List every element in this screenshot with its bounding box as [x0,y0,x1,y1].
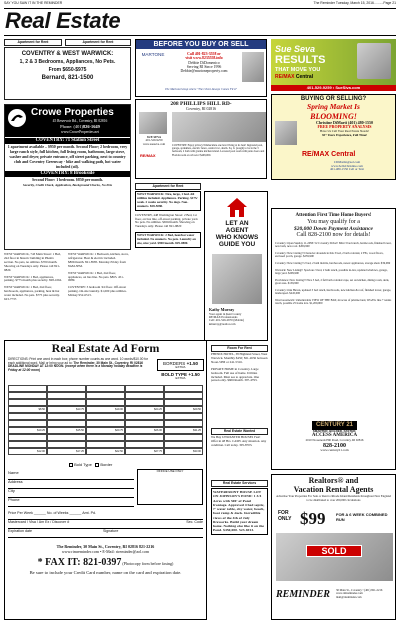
agent-photo [212,254,262,304]
apartment-header-right: Apartment for Rent [65,39,131,46]
word-box[interactable] [47,448,86,455]
kathy-phone: Cell: 401-526-2670 (Mobile) [209,318,244,323]
classified-ad: WEST WARWICK, 743 Main Street: 1 Bed, 2nd floor in historic building in Phenix section. No pets, no utilities. $700 month. Showing on Tuesdays only. Please call 821-9820. [4,252,61,272]
cards-label: Mastercard / Visa / Am Ex / Discover # [8,520,70,524]
results-line: RESULTS [275,54,326,66]
word-box[interactable] [125,392,164,399]
classified-ad: WEST WARWICK: 1 Bedroom, kitchen, stove, refrigerator. Heat & electric included. $800/month. 821-8585. Monday-Friday from 8AM-5PM. [68,252,129,268]
word-box[interactable] [125,420,164,427]
lookout-let-an: LET AN [225,220,249,227]
agent-name: Debbie DiDomenico [188,60,220,65]
buying-offer1: FREE PROPERTY ANALYSIS [317,124,372,130]
word-box[interactable] [125,385,164,392]
remax-brand: RE/MAX Central [275,74,314,80]
border-checkbox[interactable] [95,463,99,467]
fax-sub: (Photocopy form before faxing) [122,561,174,567]
martone-logo: MARTONE [141,52,165,57]
card-row[interactable] [8,520,203,529]
buying-offer3: 30+ Years Experience, Full Time! [321,132,368,137]
price-marker: $24.25 [154,408,162,412]
agent-photo [357,43,391,79]
price-marker: $26.00 [154,429,162,433]
city-field[interactable] [8,489,134,498]
price-marker: $12.00 [37,450,45,454]
footer-web: www.rimreminder.com • E-Mail: rireminder@aol.com [61,548,150,554]
price-marker: $15.50 [76,429,84,433]
word-box[interactable] [164,385,203,392]
classified-ad: WEST WARWICK: 1 Bed, 2nd floor, appliances, on bus line. No pets. $865. 451-0089. [68,270,124,283]
agent-photo [139,112,167,134]
christine-web: www.SellsChristine.com [331,163,363,168]
phillips-desc: COVENTRY: Enjoy privacy! Immaculate one level living at its best! Inground pool, garage, sprinklers, electric fence, central vac, alarm. Sq. ft. (rough) to be in the 3 bedroom, 2 bath with granite kitchen island. Lowered pool room with patio doors and Florida room on 4.6 acre! $409,000. [172,144,265,157]
remax-mini-logo: RE/MAX [140,153,156,158]
word-box[interactable] [86,392,125,399]
listing-item: West Greenwich: Unbelievable VIEW OF THE BAY, 44 acres of pristine land, WG/EG line + tennis ranch, possible 25 home lots. $1,200,000 [275,297,392,306]
agent-web: www.sueseva.com [142,141,166,146]
century-line1: You may qualify for a [307,218,360,225]
kathy-email: kmurray@realtor.com [209,321,236,326]
agent-since: Serving RI Since 1996 [186,65,222,70]
buying-sub2: BLOOMING! [310,111,357,121]
classified-ad: PHENIX HOTEL, 38 Highland Street, West Warwick. Monthly $450; 821-2636 between Noon-5PM or 241-5316. [211,352,268,364]
fax-line [8,557,203,569]
reminder-address: 30 Main St., Coventry • (401) 821-2216 [336,588,383,592]
lookout-who: WHO KNOWS [215,234,259,242]
century-address: 2010 Nooseneck Hill Road, Coventry, RI 02816 [305,438,364,443]
word-box[interactable] [125,427,164,434]
real-estate-wanted-ad: We Buy UNWANTED HOUSES Fast! Offer in 48 Hrs. CASH. Any situation. Any condition. Call today. 305-8703. [211,435,267,447]
directions-text: DIRECTIONS: Print one word in each box; phone number counts as one word. 10 words/$10.00 for each additional word. Mail or bring your ad to: [8,357,148,365]
classifieds-col3 [135,191,201,248]
real-estate-ad-form [4,340,207,620]
phillips-hill-ad [135,99,267,179]
bold-type-option [157,371,204,381]
century-company: SMARTER. BOLDER. FASTER. [312,428,357,433]
crowe-phone: 826-1649 [82,124,100,129]
word-box[interactable] [164,413,203,420]
borders-sub: EXTRA [175,364,186,369]
before-you-buy-ad [135,39,267,97]
kathy-details [209,308,267,326]
century-listings [272,242,395,306]
word-box[interactable] [164,406,203,413]
word-box[interactable] [47,441,86,448]
reminder-footer [276,585,393,617]
word-grid [8,385,203,455]
word-box[interactable] [86,420,125,427]
price-marker: $20.75 [115,429,123,433]
price-marker: $19.00 [115,408,123,412]
lookout-copy [205,220,269,249]
word-box[interactable] [125,413,164,420]
word-box[interactable] [86,434,125,441]
christine-email: CDMartin@aol.com [333,160,361,164]
realtors-title1: Realtors® and [308,476,359,485]
bold-type-checkbox[interactable] [69,463,73,467]
listing-item: Coventry: New Listing!! 2 bed, 2 bath mobile, hardwoods, newer appliances, storage shed. $39,999 [275,260,391,265]
format-options [69,463,112,468]
word-box[interactable] [86,399,125,406]
kathy-sub: Your agent in Kent County [209,311,242,316]
kathy-company: RE/MAX Professionals [209,315,238,320]
century-web: www.century21.com [320,448,349,453]
word-box[interactable] [8,434,47,441]
before-buy-call: Call 401-823-3558 or [187,52,221,56]
phillips-sub: Coventry, RI 02816 [185,107,217,112]
ad-form-title: Real Estate Ad Form [51,341,160,355]
remax-central-logo: RE/MAX Central [302,151,356,158]
fax-title: * FAX IT: 821-0397 [37,557,122,569]
lookout-agent: AGENT [225,227,249,235]
before-buy-title: BEFORE YOU BUY OR SELL [136,40,266,49]
christine-phone: 401-480-1550 Cell or Text [330,167,364,172]
reminder-web: www.rimreminder.com [336,591,363,596]
word-box[interactable] [47,427,86,434]
coventry-west-warwick-ad [4,47,131,100]
classified-ad: COVENTRY: 3 bedroom 3rd floor. Off-street parking. On-site laundry. $1,000 plus utilities. Mickey 952-6513. [68,285,127,298]
realtors-vacation-ad [271,474,396,620]
word-box[interactable] [164,420,203,427]
classified-ad: PRIVATE HOME in Coventry. Large bedroom. Full use of home. Utilities included. Must see to appreciate. One person only. $600/month. 397-4793. [211,366,260,383]
buying-contact [302,161,392,172]
sold-sign: SOLD [306,545,362,557]
listing-item: Coventry: New Listing!! Character abounds in this 3 bed, 2 bath colonial, 2 FPs, wood floors, enclosed porch, garage. $259,900 [275,250,384,259]
word-box[interactable] [8,385,47,392]
sue-seva-phone: 401-529-9259 • SueSiva.com [271,85,396,91]
word-box[interactable] [8,420,47,427]
crowe-heading-2: COVENTRY: 8 Brookside [5,171,130,178]
word-box[interactable] [86,413,125,420]
reminder-contact [336,589,393,599]
word-box[interactable] [86,441,125,448]
phillips-agent [138,136,170,146]
buying-sub1: Spring Market Is [307,101,360,111]
word-box[interactable] [8,413,47,420]
price-marker: $17.25 [76,450,84,454]
agent-photo [275,121,297,145]
title-rule [4,35,396,36]
crowe-address: 45 Reservoir Rd., Coventry, RI 02816 [52,119,108,123]
for-only-label: FOR ONLY [278,510,292,522]
price-marker: $13.75 [76,408,84,412]
sec-code-label: Sec. Code [186,520,203,524]
century21-ad [271,208,396,470]
ad-title: COVENTRY & WEST WARWICK: [21,51,114,57]
word-box[interactable] [8,427,47,434]
reminder-logo: REMINDER [276,589,330,600]
phone-field[interactable] [8,498,134,507]
price-weeks-row[interactable]: Price Per Week ______ No. of Weeks ______ Amt. Pd. [8,511,203,520]
word-box[interactable] [47,399,86,406]
realtors-run: FOR A 6 WEEK COMBINED RUN [336,512,388,522]
section-title: Real Estate [5,8,121,33]
word-box[interactable] [8,406,47,413]
crowe-logo-icon [8,109,26,127]
sig-label: Signature [102,529,119,533]
word-box[interactable] [47,406,86,413]
ad-form-directions [8,358,150,373]
buying-title: BUYING OR SELLING? [300,96,367,102]
office-use-label: OFFICE USE ONLY [156,469,184,473]
payment-fields [8,511,203,538]
weeks-label: No. of Weeks [46,511,69,515]
exp-label: Expiration date [8,529,32,533]
word-box[interactable] [8,448,47,455]
ad-line: From $650-$975 [48,66,87,73]
real-estate-wanted-header: Real Estate Wanted [211,428,268,435]
sue-seva-name: Sue Seva [275,44,316,54]
classified-ad: WEST WARWICK: 2 Bed, heat/hot water included. No smokers. No pets. Laundry on site, nice yard. $900/month. 829-0880. [135,232,201,248]
city-label: City [8,488,15,493]
listing-item: Warwick: New Listing!! Spacious 3 bed, 2 bath ranch, possible in-law, updated windows, garage, large yard. $209,900 [275,267,388,276]
price-marker: $29.50 [193,408,201,412]
directions-address: The Reminder, 30 Main St., Coventry, RI 02816 DEADLINE MONDAY AT 12:00 NOON. [8,360,143,369]
lookout-guide: GUIDE YOU [218,241,256,249]
crowe-properties-ad [4,104,131,250]
listing-item: Coventry: Oak Haven, updated 3 bed ranch, hardwoods, new kitchen & roof, finished lower, garage, landscaped. $245,000 [275,287,392,296]
crowe-name: Crowe Properties [31,107,114,118]
word-box[interactable] [164,392,203,399]
kathy-murray-ad [204,191,268,341]
agent-phone: 401-529-9259 [145,138,163,143]
word-box[interactable] [8,441,47,448]
word-box[interactable] [86,427,125,434]
crowe-heading-1: COVENTRY: 71 Station Street [5,138,130,145]
century21-logo: CENTURY 21 [312,421,357,430]
word-box[interactable] [125,448,164,455]
word-box[interactable] [47,392,86,399]
directions-note: (except when there is a Monday holiday deadline is Friday at 12:00 noon) [8,364,143,373]
word-box[interactable] [164,441,203,448]
classified-ad: COVENTRY, 448 Washington Street: 2 Bed, 1st floor, on bus line, off-street parking, private yard. No pets. No utilities. $650/month. Showing on Tuesdays only. Please call 821-9820 [135,212,199,229]
border-option-label: Border [100,462,113,468]
price-marker: $27.75 [154,450,162,454]
real-estate-services-ad: WATERFRONT HOUSE LOT ON JOHNSON'S POND: 1 3/4 Acres with 500' of Pond frontage. Approved 4 bed septic, 7' water table, city water, beach, boat ramp & dock. Incredible views of the 4th of July fireworks. Build your dream home. Nothing else like it on the Pond. $450,000. 523-6913. [211,488,268,535]
header-tagline: SAY YOU SAW IT IN THE REMINDER [4,1,63,5]
word-box[interactable] [47,385,86,392]
price-marker: $31.25 [193,429,201,433]
word-box[interactable] [125,406,164,413]
classified-ad: WEST WARWICK: 1 Bed, 2nd floor, hardwoods, appliances, parking, heat & hot water included. No pets. $775 plus security. 623-7737. [4,285,60,302]
crowe-body-2: Second Floor: 1 bedroom. $850 per month. [32,178,103,183]
footer-address: The Reminder, 30 Main St., Coventry, RI 02816 821-2216 [56,544,155,549]
ad-form-footer [8,545,203,575]
sue-seva-banner [271,39,396,91]
bold-type-option-label: Bold Type [74,462,92,468]
martone-tagline: The MartoneGroup where "The Client Always Comes First" [165,87,237,91]
agent-email: Debbie@martoneproperty.com [180,69,228,74]
room-for-rent-list [211,353,268,383]
word-box[interactable] [125,441,164,448]
word-box[interactable] [47,413,86,420]
crowe-web: www.CroweProperties.net [61,130,99,134]
buying-offer2: Have Us Call Your Real Estate Needs! [319,128,370,133]
word-box[interactable] [86,385,125,392]
header-issue-info: The Reminder Tuesday, March 15, 2016..........Page 21 [313,1,396,5]
word-box[interactable] [86,448,125,455]
century-line3: Call 828-2100 now for details! [296,231,371,238]
office-use-box [137,469,203,505]
address-label: Address [8,479,23,484]
word-box[interactable] [47,420,86,427]
listing-item: Coventry: Open Sunday 11-2PM: 52 Coventry Drive!! Mint 3 bed ranch, hardwoods, finished lower, new bath, new roof. $209,900 [275,240,392,249]
before-buy-web: visit www.8235558.info [185,56,223,61]
phone-label: Phone [8,497,20,502]
move-you-line: THAT MOVE YOU [275,67,321,73]
realtors-body: Advertise Your Properties For Sale or Rent to Rhode Island Residents throughout New England to be distributed to over 200,000 circulations [276,494,391,502]
price-label: Price Per Week [8,511,33,515]
before-buy-contact [171,52,237,74]
word-box[interactable] [125,434,164,441]
address-field[interactable] [8,480,134,489]
crowe-footer: Security, Credit Check, Application, Background Checks, No Pets [22,182,113,187]
price-marker: $22.50 [115,450,123,454]
bold-type-sub: EXTRA [175,375,186,380]
house-photo [172,112,266,142]
realtors-price-row [278,509,388,529]
kathy-name: Kathy Murray [209,307,235,312]
borders-option [157,359,204,371]
real-estate-services-header: Real Estate Services [211,480,268,487]
price-marker: $33.00 [193,450,201,454]
agent-photo [242,52,264,82]
bold-type-label: BOLD TYPE +1.50 [161,371,200,377]
ad-line: 1, 2 & 3 Bedrooms, Appliances, No Pets. [19,58,116,65]
century-title: Attention First Time Home Buyers! [295,213,372,218]
ad-line: Bernard, 821-1500 [41,75,94,82]
word-box[interactable] [164,434,203,441]
word-box[interactable] [125,399,164,406]
word-box[interactable] [164,448,203,455]
classifieds-left-col [4,253,64,302]
word-box[interactable] [47,434,86,441]
century-line2: $20,000 Down Payment Assistance [294,225,373,232]
apartment-header-left: Apartment for Rent [4,39,62,46]
apartment-header-mid: Apartment for Rent [135,183,201,190]
exp-sig-row[interactable] [8,529,203,538]
century-footer [272,421,397,453]
century-agency: ACCESS AMERICA [311,433,358,439]
price-marker: $10.25 [37,429,45,433]
fax-note: Be sure to include your Credit Card number, name on the card and expiration date. [29,569,182,575]
crowe-body-1: 1 apartment available – $950 per month. Second Floor; 2 bedroom, very large ranch style, full kitchen, full living room, bathroom, large stove, washer and dryer, private entrance, off street parking, next to country club and Coventry Greenway - bike and walking path, hot water included (oil). [7,145,128,169]
house-icon [225,196,249,218]
classified-ad: WEST WARWICK: 1 Bed, appliances, parking. $775 month plus security. 828-1062. [4,274,63,283]
listing-item: Providence: New Listing!! Nice 3 bed, 2 full bath colonial cape, set on kitchen, dining room, deck, great area. $139,900 [275,277,390,286]
word-grid-cells[interactable] [8,385,203,455]
christine-name: Christine DiMarti (401) 480-1550 [316,119,373,125]
price-marker: $8.50 [38,408,45,412]
buying-selling-ad [271,94,396,180]
century-phone: 828-2100 [323,442,346,449]
word-box[interactable] [164,427,203,434]
word-box[interactable] [86,406,125,413]
amount-label: Amt. Pd. [82,511,96,515]
room-for-rent-header: Room For Rent [211,345,268,352]
word-box[interactable] [164,399,203,406]
borders-label: BORDERS +1.50 [163,360,198,366]
crowe-banner [5,105,130,137]
crowe-phone-line [31,124,129,129]
reminder-email: mail@rireminder.com [336,594,362,599]
word-box[interactable] [8,392,47,399]
crowe-phone-label: Phone: (401) [60,124,83,129]
phillips-title: 208 PHILLIPS HILL RD- [170,101,232,107]
agent-name: SUE SEVA [146,135,162,139]
name-field[interactable] [8,471,134,480]
contact-fields [8,471,134,507]
realtors-title2: Vacation Rental Agents [293,485,374,495]
classified-ad: WEST WARWICK: Nice, large, 1 bed. All utilities included. Appliances. Parking. $175/ week. 2 weeks security. No dogs. Non-smokers. 828-5080. [135,191,201,211]
realtors-price: $99 [300,509,326,528]
classifieds-mid-col [68,253,131,298]
word-box[interactable] [8,399,47,406]
sold-house-photo [276,533,393,581]
name-label: Name [8,470,19,475]
